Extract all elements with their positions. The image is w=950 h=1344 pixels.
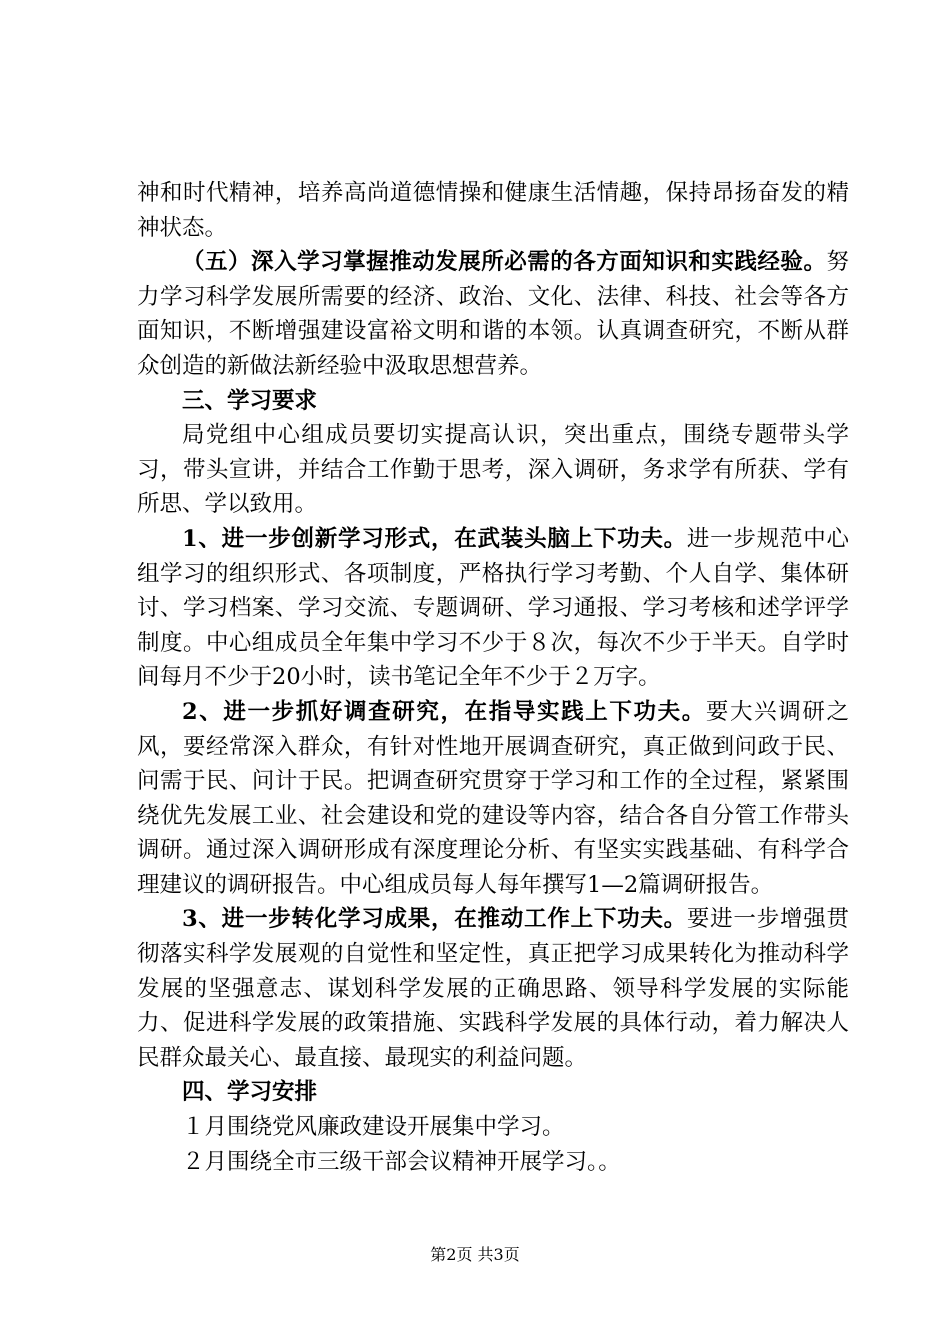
section-heading-schedule [137, 1075, 849, 1110]
paragraph-2-heading: （五）深入学习掌握推动发展所必需的各方面知识和实践经验。 [182, 249, 827, 276]
paragraph-7-heading: 3、进一步转化学习成果，在推动工作上下功夫。 [182, 906, 687, 933]
paragraph-1-text: 神和时代精神，培养高尚道德情操和健康生活情趣，保持昂扬奋发的精神状态。 [137, 180, 849, 241]
paragraph-4 [137, 418, 849, 522]
paragraph-6-heading: 2、进一步抓好调查研究，在指导实践上下功夫。 [182, 698, 706, 725]
paragraph-4-text: 局党组中心组成员要切实提高认识，突出重点，围绕专题带头学习，带头宣讲，并结合工作勤于思考，深入调研，务求学有所获、学有所思、学以致用。 [137, 422, 849, 518]
document-body [137, 176, 849, 1179]
paragraph-9 [137, 1110, 849, 1145]
paragraph-5-text: 进一步规范中心组学习的组织形式、各项制度，严格执行学习考勤、个人自学、集体研讨、学习档案、学习交流、专题调研、学习通报、学习考核和述学评学制度。中心组成员全年集中学习不少于８次，每次不少于半天。自学时间每月不少于20小时，读书笔记全年不少于２万字。 [137, 525, 849, 691]
section-heading-requirements [137, 384, 849, 419]
paragraph-5 [137, 522, 849, 695]
paragraph-2-text: 努力学习科学发展所需要的经济、政治、文化、法律、科技、社会等各方面知识，不断增强建设富裕文明和谐的本领。认真调查研究，不断从群众创造的新做法新经验中汲取思想营养。 [137, 249, 849, 379]
paragraph-6-text: 要大兴调研之风，要经常深入群众，有针对性地开展调查研究，真正做到问政于民、问需于民、问计于民。把调查研究贯穿于学习和工作的全过程，紧紧围绕优先发展工业、社会建设和党的建设等内容，结合各自分管工作带头调研。通过深入调研形成有深度理论分析、有坚实实践基础、有科学合理建议的调研报告。中心组成员每人每年撰写1—2篇调研报告。 [137, 698, 849, 898]
paragraph-5-heading: 1、进一步创新学习形式，在武装头脑上下功夫。 [182, 525, 687, 552]
section-heading-schedule-text: 四、学习安排 [182, 1079, 318, 1106]
paragraph-10-text: ２月围绕全市三级干部会议精神开展学习。。 [182, 1148, 621, 1175]
page-footer [0, 1245, 950, 1265]
paragraph-7-text: 要进一步增强贯彻落实科学发展观的自觉性和坚定性，真正把学习成果转化为推动科学发展的坚强意志、谋划科学发展的正确思路、领导科学发展的实际能力、促进科学发展的政策措施、实践科学发展的具体行动，着力解决人民群众最关心、最直接、最现实的利益问题。 [137, 906, 849, 1071]
paragraph-10 [137, 1145, 849, 1180]
paragraph-7 [137, 902, 849, 1075]
paragraph-1 [137, 176, 849, 245]
paragraph-9-text: １月围绕党风廉政建设开展集中学习。 [182, 1114, 565, 1141]
paragraph-6 [137, 695, 849, 903]
section-heading-requirements-text: 三、学习要求 [182, 387, 318, 414]
paragraph-2 [137, 245, 849, 383]
page-number: 第2页 共3页 [430, 1245, 520, 1264]
